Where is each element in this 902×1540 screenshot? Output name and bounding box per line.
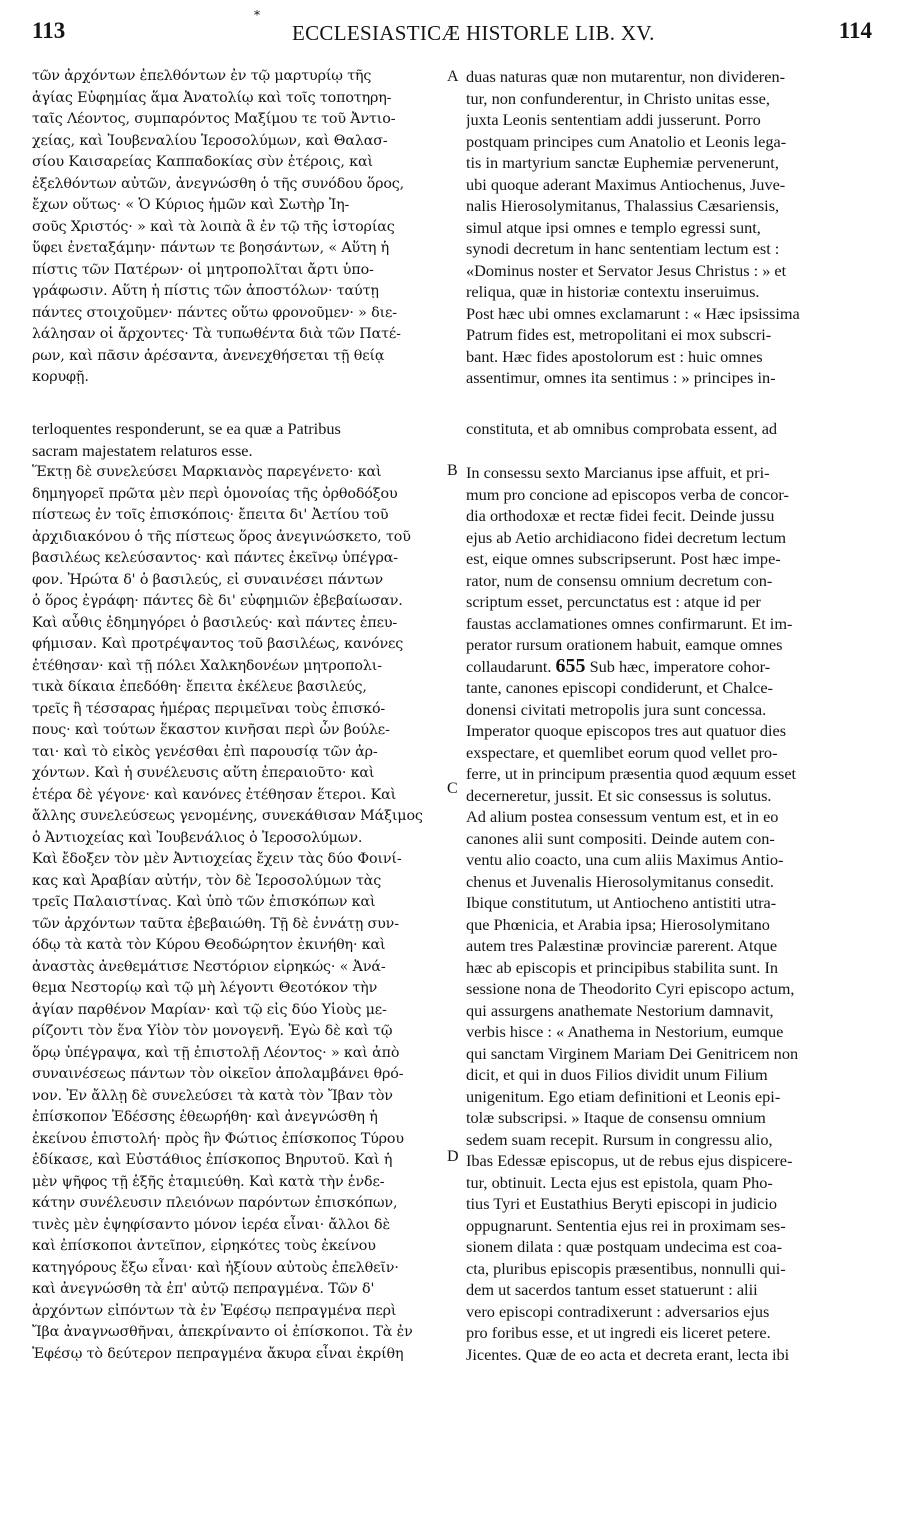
text-line: ρων, καὶ πᾶσιν ἀρέσαντα, ἀνενεχθήσεται τῇ θείᾳ: [32, 347, 385, 364]
text-line: ἁγίαν παρθένον Μαρίαν· καὶ τῷ εἰς δύο Υἱοὺς με-: [32, 1001, 387, 1018]
text-line: tis in martyrium sanctæ Euphemiæ pervenerunt,: [466, 153, 779, 172]
text-line: Ibique constitutum, ut Antiocheno antistiti utra-: [466, 893, 777, 912]
text-line: ἀναστὰς ἀνεθεμάτισε Νεστόριον εἰρηκώς· « Ἀνά-: [32, 958, 386, 975]
margin-letter-d: D: [447, 1148, 459, 1165]
text-line: dem ut sacerdos tantum esset statuerunt : alii: [466, 1280, 758, 1299]
text-line: Καὶ ἔδοξεν τὸν μὲν Ἀντιοχείας ἔχειν τὰς δύο Φοινί-: [32, 851, 402, 867]
text-line: [466, 656, 870, 678]
text-line: πους· καὶ τούτων ἕκαστον κινῆσαι περὶ ὧν βούλε-: [32, 722, 390, 738]
text-line: tur, obtinuit. Lecta ejus est epistola, quam Pho-: [466, 1172, 773, 1192]
text-line: bant. Hæc fides apostolorum est : huic omnes: [466, 346, 763, 366]
text-line: ἐδίκασε, καὶ Εὐστάθιος ἐπίσκοπος Βηρυτοῦ. Καὶ ἡ: [32, 1152, 393, 1168]
text-line: τρεῖς Παλαιστίνας. Καὶ ὑπὸ τῶν ἐπισκόπων καὶ: [32, 894, 376, 910]
text-line: τρεῖς ἢ τέσσαρας ἡμέρας περιμεῖναι τοὺς ἐπισκό-: [32, 700, 386, 717]
text-line: Καὶ αὖθις ἐδημηγόρει ὁ βασιλεύς· καὶ πάντες ἐπευ-: [32, 614, 398, 631]
text-line: qui sanctam Virginem Mariam Dei Genitricem non: [466, 1043, 799, 1063]
text-line: tur, non confunderentur, in Christo unitas esse,: [466, 88, 770, 108]
text-line: σοῦς Χριστός· » καὶ τὰ λοιπὰ ἃ ἐν τῷ τῆς ἱστορίας: [32, 218, 395, 235]
text-line: ubi quoque aderant Maximus Antiochenus, Juve-: [466, 174, 786, 194]
text-line: Post hæc ubi omnes exclamarunt : « Hæc ipsissima: [466, 303, 800, 323]
text-line: pro foribus esse, et ut ingredi eis liceret petere.: [466, 1323, 771, 1342]
text-line: χόντων. Καὶ ἡ συνέλευσις αὕτη ἐπεραιοῦτο· καὶ: [32, 765, 375, 781]
text-line: ἐπίσκοπον Ἐδέσσης ἐθεωρήθη· καὶ ἀνεγνώσθη ἡ: [32, 1109, 378, 1125]
text-line: Imperator quoque episcopos tres aut quatuor dies: [466, 721, 787, 740]
text-line: qui assurgens anathemate Nestorium damnavit,: [466, 1000, 774, 1020]
text-line: συναινέσεως πάντων τὸν οἰκεῖον ἀπολαμβάνει θρό-: [32, 1066, 404, 1082]
text-line: que Phœnicia, et Arabia ipsa; Hierosolymitano: [466, 914, 770, 934]
text-line: ἁγίας Εὐφημίας ἅμα Ἀνατολίῳ καὶ τοῖς τοποτηρη-: [32, 89, 392, 106]
text-line: dicit, et qui in duos Filios dividit unum Filium: [466, 1065, 768, 1084]
text-line: ὕφει ἐνεταξάμην· πάντων τε βοησάντων, « Αὕτη ἡ: [32, 240, 390, 256]
text-line: oppugnarunt. Sententia ejus rei in proximam ses-: [466, 1215, 786, 1235]
text-line: mum pro concione ad episcopos verba de concor-: [466, 484, 789, 504]
text-line: κορυφῇ.: [32, 369, 89, 385]
text-line: decerneretur, jussit. Et sic consessus is solutus.: [466, 785, 772, 805]
text-line: dia orthodoxæ et rectæ fidei fecit. Deinde jussu: [466, 506, 775, 525]
full-width-lines: [32, 418, 872, 461]
text-line: assentimur, omnes ita sentimus : » principes in-: [466, 368, 776, 387]
text-line: ἔχων οὕτως· « Ὁ Κύριος ἡμῶν καὶ Σωτὴρ Ἰη-: [32, 197, 350, 213]
margin-letter-c: C: [447, 780, 458, 797]
text-line: δημηγορεῖ πρῶτα μὲν περὶ ὁμονοίας τῆς ὀρθοδόξου: [32, 485, 398, 502]
text-line: τινὲς μὲν ἐψηφίσαντο μόνον ἱερέα εἶναι· ἄλλοι δὲ: [32, 1216, 390, 1233]
text-line: λάλησαν οἱ ἄρχοντες· Τὰ τυπωθέντα διὰ τῶν Πατέ-: [32, 326, 401, 342]
text-line: τῶν ἀρχόντων ταῦτα ἐβεβαιώθη. Τῇ δὲ ἐννάτῃ συν-: [32, 915, 399, 932]
text-line: χείας, καὶ Ἰουβεναλίου Ἱεροσολύμων, καὶ Θαλασ-: [32, 132, 388, 149]
page-number-left: 113: [32, 18, 66, 43]
text-line: ται· καὶ τὸ εἰκὸς γενέσθαι ἐπὶ παρουσίᾳ τῶν ἀρ-: [32, 743, 378, 760]
greek-column-main: [32, 462, 454, 1365]
margin-letter-b: B: [447, 462, 458, 479]
text-line-part: Sub hæc, imperatore cohor-: [585, 656, 771, 676]
text-line: sionem dilata : quæ postquam undecima est coa-: [466, 1237, 783, 1256]
text-line: καὶ ἀνεγνώσθη τὰ ἐπ' αὐτῷ πεπραγμένα. Τῶν δ': [32, 1281, 375, 1297]
text-line: cta, pluribus episcopis præsentibus, nonnulli qui-: [466, 1258, 786, 1278]
page-number-right: 114: [838, 18, 872, 43]
text-line: est, eique omnes subscripserunt. Post hæc impe-: [466, 549, 781, 568]
text-line: ἀρχιδιακόνου ὁ τῆς πίστεως ὅρος ἀνεγινώσκετο, τοῦ: [32, 528, 411, 545]
text-line: tius Tyri et Eustathius Beryti episcopi in judicio: [466, 1194, 778, 1213]
text-line: φον. Ἠρώτα δ' ὁ βασιλεύς, εἰ συναινέσει πάντων: [32, 571, 384, 588]
text-line: vero episcopi contradixerunt : adversarios ejus: [466, 1301, 770, 1321]
text-line: ταῖς Λέοντος, συμπαρόντος Μαξίμου τε τοῦ Ἀντιο-: [32, 111, 396, 127]
text-line: reliqua, quæ in historiæ contextu inseruimus.: [466, 282, 760, 301]
text-line: γράφωσιν. Αὕτη ἡ πίστις τῶν ἀποστόλων· ταύτῃ: [32, 283, 379, 299]
ornament-mark: *: [254, 8, 260, 22]
text-line: θεμα Νεστορίῳ καὶ τῷ μὴ λέγοντι Θεοτόκον τὴν: [32, 980, 378, 996]
text-line: Ibas Edessæ episcopus, ut de rebus ejus dispicere-: [466, 1151, 793, 1170]
text-line: ventu alio coacto, una cum aliis Maximus Antio-: [466, 850, 784, 869]
text-line: unigenitum. Ego etiam definitioni et Leonis epi-: [466, 1086, 781, 1106]
continued-line-left: terloquentes responderunt, se ea quæ a Patribus: [32, 419, 341, 438]
margin-letter-a: A: [447, 68, 459, 85]
text-line: πίστις τῶν Πατέρων· οἱ μητροπολῖται ἄρτι ὑπο-: [32, 261, 374, 278]
text-line: In consessu sexto Marcianus ipse affuit, et pri-: [466, 463, 770, 482]
text-line: Ἕκτῃ δὲ συνελεύσει Μαρκιανὸς παρεγένετο· καὶ: [32, 464, 382, 480]
text-line: donensi civitati metropolis jura sunt concessa.: [466, 699, 767, 719]
text-line: faustas acclamationes omnes confirmarunt. Et im-: [466, 613, 793, 633]
text-line: ἄλλης συνελεύσεως γενομένης, συνεκάθισαν Μάξιμος: [32, 808, 423, 824]
text-line: juxta Leonis sententiam addi jusserunt. Porro: [466, 110, 761, 129]
text-line: τῶν ἀρχόντων ἐπελθόντων ἐν τῷ μαρτυρίῳ τῆς: [32, 68, 372, 84]
text-line: Ἴβα ἀναγνωσθῆναι, ἀπεκρίναντο οἱ ἐπίσκοποι. Τὰ ἐν: [32, 1324, 413, 1340]
text-line: ἐξελθόντων αὐτῶν, ἀνεγνώσθη ὁ τῆς συνόδου ὅρος,: [32, 175, 405, 192]
latin-column-top: [466, 66, 870, 389]
text-line: ρίζοντι τὸν ἕνα Υἱὸν τὸν μονογενῆ. Ἐγὼ δὲ καὶ τῷ: [32, 1023, 393, 1039]
text-line: κατηγόρους ἔξω εἶναι· καὶ ἠξίουν αὐτοὺς ἐπελθεῖν·: [32, 1259, 399, 1276]
text-line: Patrum fides est, metropolitani ei mox subscri-: [466, 325, 772, 344]
folio-number: 655: [555, 655, 586, 677]
text-line-part: collaudarunt.: [466, 656, 556, 676]
text-line: tolæ subscripsi. » Itaque de consensu omnium: [466, 1108, 766, 1127]
text-line: ἑτέρα δὲ γέγονε· καὶ κανόνες ἐτέθησαν ἕτεροι. Καὶ: [32, 786, 397, 803]
text-line: ferre, ut in principum præsentia quod æquum esset: [466, 764, 797, 783]
running-title: ECCLESIASTICÆ HISTORLE LIB. XV.: [292, 21, 655, 45]
text-line: ὁ Ἀντιοχείας καὶ Ἰουβενάλιος ὁ Ἱεροσολύμων.: [32, 829, 363, 846]
text-line: ejus ab Aetio archidiacono fidei decretum lectum: [466, 527, 787, 547]
text-line: Jicentes. Quæ de eo acta et decreta erant, lecta ibi: [466, 1344, 790, 1364]
text-line: canones alii sunt compositi. Deinde autem con-: [466, 828, 775, 848]
text-line: πίστεως ἐν τοῖς ἐπισκόποις· ἔπειτα δι' Ἀετίου τοῦ: [32, 507, 389, 523]
text-line: όδῳ τὰ κατὰ τὸν Κύρου Θεοδώρητον ἐκινήθη· καὶ: [32, 937, 386, 953]
text-line: κάτην συνέλευσιν πλειόνων παρόντων ἐπισκόπων,: [32, 1195, 398, 1211]
text-line: βασιλέως κελεύσαντος· καὶ πάντες ἐκεῖνῳ ὑπέγρα-: [32, 550, 398, 566]
continued-line-right: constituta, et ab omnibus comprobata essent, ad: [466, 419, 778, 438]
text-line: verbis hisce : « Anathema in Nestorium, eumque: [466, 1022, 784, 1041]
text-line: hæc ab episcopis et principibus stabilita sunt. In: [466, 957, 779, 977]
text-line: πάντες στοιχοῦμεν· πάντες οὕτω φρονοῦμεν· » διε-: [32, 304, 397, 321]
text-line: postquam principes cum Anatolio et Leonis lega-: [466, 131, 787, 151]
latin-main-part-a: [466, 462, 870, 656]
text-line: perator rursum orationem habuit, eamque omnes: [466, 635, 783, 654]
greek-column-top: [32, 66, 454, 389]
text-line: sessione nona de Theodorito Cyri episcopo actum,: [466, 979, 795, 998]
text-line: duas naturas quæ non mutarentur, non divideren-: [466, 67, 786, 86]
text-line: σίου Καισαρείας Καππαδοκίας σὺν ἑτέροις, καὶ: [32, 154, 373, 170]
text-line: ἐτέθησαν· καὶ τῇ πόλει Χαλκηδονέων μητροπολι-: [32, 657, 382, 674]
text-line: rator, num de consensu omnium decretum con-: [466, 570, 773, 590]
text-line: νον. Ἐν ἄλλῃ δὲ συνελεύσει τὰ κατὰ τὸν Ἴβαν τὸν: [32, 1087, 393, 1104]
latin-main-part-b: [466, 677, 870, 1365]
text-line: «Dominus noster et Servator Jesus Christus : » et: [466, 260, 787, 280]
text-line: exspectare, et quemlibet eorum quod vellet pro-: [466, 742, 778, 762]
text-line: Ἐφέσῳ τὸ δεύτερον πεπραγμένα ἄκυρα εἶναι ἐκρίθη: [32, 1345, 404, 1362]
continued-line-end: sacram majestatem relaturos esse.: [32, 440, 253, 460]
text-line: scriptum esset, percunctatus est : atque id per: [466, 592, 761, 611]
text-line: μὲν ψῆφος τῇ ἑξῆς ἐταμιεύθη. Καὶ κατὰ τὴν ἑνδε-: [32, 1173, 385, 1190]
text-line: chenus et Juvenalis Hierosolymitanus consedit.: [466, 871, 774, 891]
text-line: τικὰ δίκαια ἐπεδόθη· ἔπειτα ἐκέλευε βασιλεύς,: [32, 679, 367, 695]
text-line: καὶ ἐπίσκοποι ἀντεῖπον, εἰρηκότες τοὺς ἐκείνου: [32, 1238, 376, 1254]
text-line: simul atque ipsi omnes e templo egressi sunt,: [466, 217, 761, 237]
text-line: Ad alium postea consessum ventum est, et in eo: [466, 807, 779, 826]
text-line: φήμισαν. Καὶ προτρέψαντος τοῦ βασιλέως, κανόνες: [32, 636, 404, 652]
text-line: tante, canones episcopi condiderunt, et Chalce-: [466, 678, 773, 697]
text-line: synodi decretum in hanc sententiam lectum est :: [466, 239, 780, 258]
text-line: ὅρῳ ὑπέγραψα, καὶ τῇ ἐπιστολῇ Λέοντος· » καὶ ἀπὸ: [32, 1044, 400, 1061]
text-line: nalis Hierosolymitanus, Thalassius Cæsariensis,: [466, 196, 780, 215]
text-line: ὁ ὅρος ἐγράφη· πάντες δὲ δι' εὐφημιῶν ἐβεβαίωσαν.: [32, 593, 403, 609]
text-line: ἐκείνου ἐπιστολή· πρὸς ἣν Φώτιος ἐπίσκοπος Τύρου: [32, 1130, 404, 1147]
latin-column-main: [466, 462, 870, 1365]
text-line: autem tres Palæstinæ provinciæ parerent. Atque: [466, 936, 778, 955]
text-line: sedem suam recepit. Rursum in congressu alio,: [466, 1129, 773, 1149]
text-line: ἀρχόντων εἰπόντων τὰ ἐν Ἐφέσῳ πεπραγμένα περὶ: [32, 1302, 397, 1319]
running-header: [30, 8, 872, 48]
text-line: κας καὶ Ἀραβίαν αὐτήν, τὸν δὲ Ἱεροσολύμων τὰς: [32, 872, 382, 889]
